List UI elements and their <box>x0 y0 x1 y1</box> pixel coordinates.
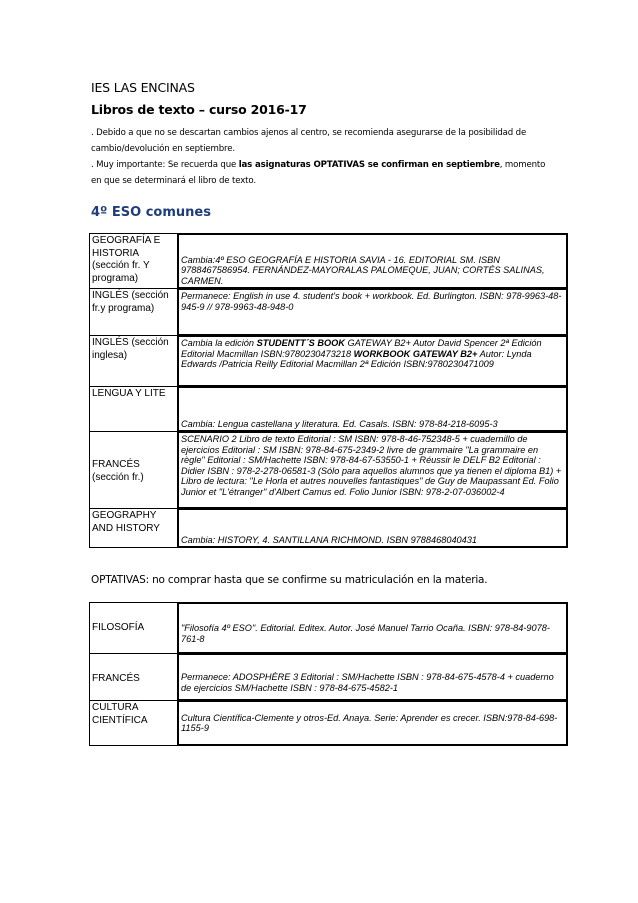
subject-label: FILOSOFÍA <box>92 622 145 633</box>
note-emphasis: las asignaturas OPTATIVAS se confirman en septiembre <box>238 160 500 170</box>
book-cell <box>178 336 568 387</box>
book-cell <box>178 289 568 336</box>
subject-cell <box>90 432 178 509</box>
book-text: SCENARIO 2 Libro de texto Editorial : SM ISBN: 978-8-46-752348-5 + cuadernillo de ejercicios Editorial : SM ISBN: 978-84-675-2349-2 livre de grammaire "La grammaire en règle" Editorial : SM/Hachette ISBN: 978-84-67-53550-1 + Réussir le DELF B2 Editorial : Didier ISBN : 978-2-278-06581-3 (Sólo para aquellos alumnos que ya tienen el diploma B1) + Libro de lectura: "Le Horla et autres nouvelles fantastiques" de Guy de Maupassant Ed. Folio Junior et "L'étranger" d'Albert Camus ed. Folio Junior ISBN: 978-2-07-036002-4 <box>181 434 562 497</box>
book-cell <box>178 387 568 432</box>
table-row <box>90 701 568 746</box>
note-line: en que se determinará el libro de texto. <box>91 176 256 186</box>
book-text: Cambia:4º ESO GEOGRAFÍA E HISTORIA SAVIA - 16. EDITORIAL SM. ISBN 9788467586954. FERNÁNDEZ-MAYORALAS PALOMEQUE, JUAN; CORTÉS SALINAS, CARMEN. <box>181 254 545 286</box>
note-text: . Muy importante: Se recuerda que <box>91 160 239 170</box>
book-text: Permanece: English in use 4. student's book + workbook. Ed. Burlington. ISBN: 978-9963-48-945-9 // 978-9963-48-948-0 <box>181 291 562 312</box>
subject-cell <box>90 654 178 701</box>
book-cell <box>178 701 568 746</box>
book-text-part: Cambia la edición <box>181 338 257 348</box>
book-text-part: Autor: Lynda Edwards /Patricia Reilly Editorial Macmillan 2ª Edición ISBN:9780230471009 <box>181 348 532 369</box>
book-title-emphasis: STUDENTT´S BOOK <box>256 338 345 348</box>
school-name: IES LAS ENCINAS <box>91 80 195 95</box>
book-text <box>181 338 564 370</box>
note-line: cambio/devolución en septiembre. <box>91 144 235 154</box>
section-heading-comunes: 4º ESO comunes <box>91 205 211 220</box>
subject-label: FRANCÉS (sección fr.) <box>92 459 144 483</box>
book-cell <box>178 432 568 509</box>
table-row <box>90 432 568 509</box>
subject-cell: GEOGRAFÍA E HISTORIA (sección fr. Y programa) <box>90 234 178 289</box>
note-text: , momento <box>499 160 546 170</box>
book-cell <box>178 654 568 701</box>
subject-cell: INGLÉS (sección fr.y programa) <box>90 289 178 336</box>
subject-cell: INGLÉS (sección inglesa) <box>90 336 178 387</box>
note-line <box>91 157 561 173</box>
table-row <box>90 234 568 289</box>
optional-books-table <box>89 602 568 746</box>
table-row <box>90 336 568 387</box>
subject-label: FRANCÉS <box>92 673 140 684</box>
book-text: Cambia: Lengua castellana y literatura. Ed. Casals. ISBN: 978-84-218-6095-3 <box>181 418 498 429</box>
book-text-part: GATEWAY B2+ Autor David Spencer 2ª Edición Editorial Macmillan ISBN:9780230473218 <box>181 338 542 359</box>
book-cell <box>178 509 568 548</box>
book-cell <box>178 234 568 289</box>
common-books-table <box>89 233 568 548</box>
document-title: Libros de texto – curso 2016-17 <box>91 102 307 117</box>
subject-cell: CULTURA CIENTÍFICA <box>90 701 178 746</box>
book-text: Cambia: HISTORY, 4. SANTILLANA RICHMOND. ISBN 9788468040431 <box>181 534 477 545</box>
table-row <box>90 509 568 548</box>
book-text: "Filosofía 4º ESO". Editorial. Editex. Autor. José Manuel Tarrio Ocaña. ISBN: 978-84-9078-761-8 <box>181 623 550 644</box>
subject-cell: GEOGRAPHY AND HISTORY <box>90 509 178 548</box>
table-row <box>90 387 568 432</box>
subject-cell <box>90 603 178 654</box>
table-row <box>90 289 568 336</box>
subject-cell: LENGUA Y LITE <box>90 387 178 432</box>
note-line: . Debido a que no se descartan cambios ajenos al centro, se recomienda asegurarse de la posibilidad de <box>91 128 527 138</box>
book-text: Permanece: ADOSPHÈRE 3 Editorial : SM/Hachette ISBN : 978-84-675-4578-4 + cuaderno de ejercicios SM/Hachette ISBN : 978-84-675-4582-1 <box>181 672 554 693</box>
optativas-note: OPTATIVAS: no comprar hasta que se confirme su matriculación en la materia. <box>91 574 488 586</box>
book-title-emphasis: WORKBOOK GATEWAY B2+ <box>353 348 478 359</box>
table-row <box>90 654 568 701</box>
table-row <box>90 603 568 654</box>
book-text: Cultura Científica-Clemente y otros-Ed. Anaya. Serie: Aprender es crecer. ISBN:978-84-698-1155-9 <box>181 712 558 733</box>
book-cell <box>178 603 568 654</box>
notes-block <box>91 125 561 189</box>
